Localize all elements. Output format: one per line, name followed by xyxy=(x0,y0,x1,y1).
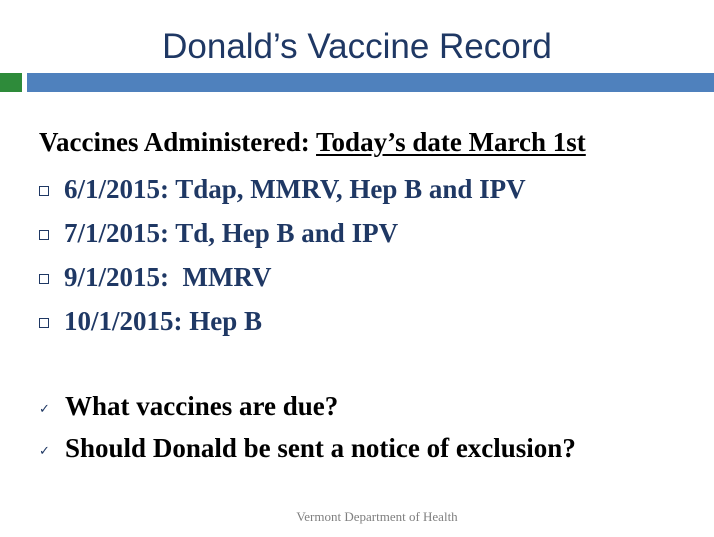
vaccines-heading xyxy=(39,124,586,160)
square-bullet-icon xyxy=(39,318,49,328)
checkmark-icon: ✓ xyxy=(39,443,50,459)
list-item xyxy=(39,255,526,299)
list-item xyxy=(39,385,576,427)
record-text: 9/1/2015: MMRV xyxy=(64,262,272,292)
questions-list xyxy=(39,385,576,469)
heading-label: Vaccines Administered: xyxy=(39,127,310,157)
list-item xyxy=(39,211,526,255)
square-bullet-icon xyxy=(39,186,49,196)
title-rule-blue-bar xyxy=(27,73,714,92)
list-item xyxy=(39,427,576,469)
record-text: 10/1/2015: Hep B xyxy=(64,306,263,336)
slide-title: Donald’s Vaccine Record xyxy=(162,27,552,66)
square-bullet-icon xyxy=(39,230,49,240)
question-text: What vaccines are due? xyxy=(65,391,339,421)
list-item xyxy=(39,167,526,211)
checkmark-icon: ✓ xyxy=(39,401,50,417)
title-rule-green-accent xyxy=(0,73,22,92)
record-text: 7/1/2015: Td, Hep B and IPV xyxy=(64,218,399,248)
list-item xyxy=(39,299,526,343)
record-text: 6/1/2015: Tdap, MMRV, Hep B and IPV xyxy=(64,174,526,204)
question-text: Should Donald be sent a notice of exclusion? xyxy=(65,433,576,463)
square-bullet-icon xyxy=(39,274,49,284)
heading-date: Today’s date March 1st xyxy=(316,127,586,157)
slide-footer: Vermont Department of Health xyxy=(296,509,458,524)
vaccine-records-list xyxy=(39,167,526,343)
